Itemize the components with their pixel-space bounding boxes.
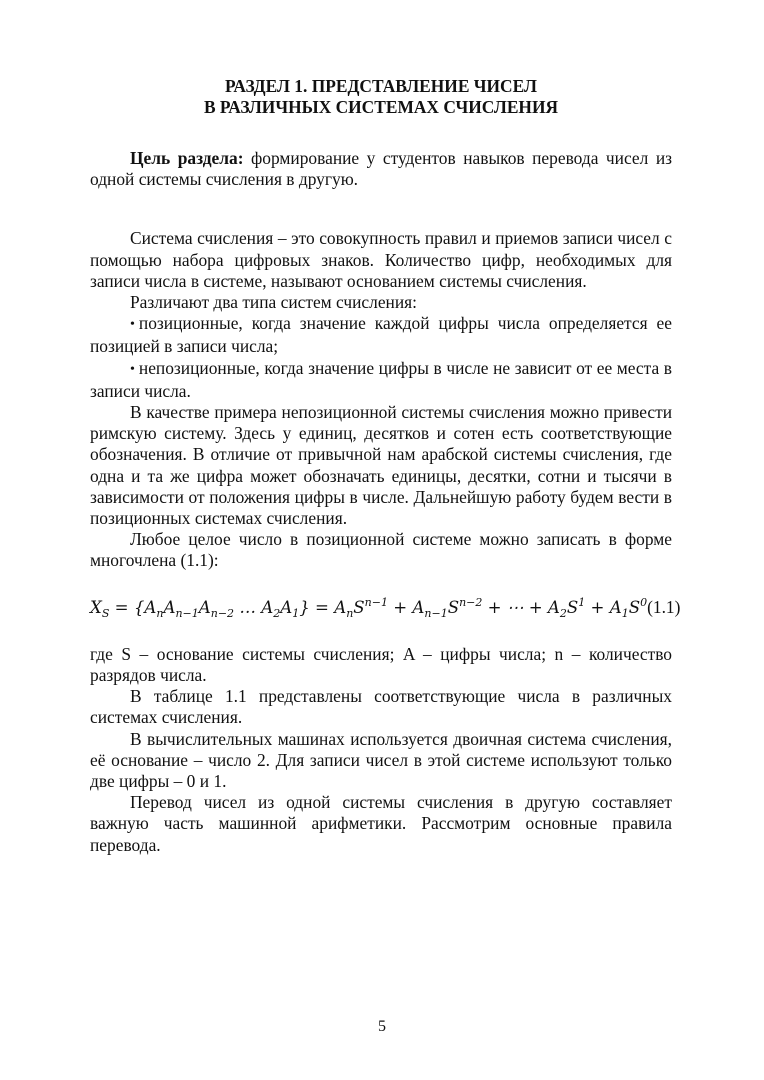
paragraph-formula-legend: где S – основание системы счисления; A – цифры числа; n – количество разрядов числа. bbox=[90, 643, 672, 686]
paragraph-roman-example: В качестве примера непозиционной системы счисления можно привести римскую систему. Здесь у единиц, десятков и сотен есть соответствующие обозначения. В отличие от привычной нам арабской системы счисления, где одна и та же цифра может обозначать единицы, десятки, сотни и тысячи в зависимости от положения цифры в числе. Дальнейшую работу будем вести в позиционных системах счисления. bbox=[90, 402, 672, 529]
goal-label: Цель раздела: bbox=[130, 148, 244, 168]
paragraph-conversion: Перевод чисел из одной системы счисления в другую составляет важную часть машинной арифметики. Рассмотрим основные правила перевода. bbox=[90, 792, 672, 855]
bullet-nonpositional bbox=[90, 358, 672, 402]
section-title-line-1: РАЗДЕЛ 1. ПРЕДСТАВЛЕНИЕ ЧИСЕЛ bbox=[225, 76, 537, 96]
goal-text: формирование у студентов навыков перевода чисел из одной системы счисления в другую. bbox=[90, 148, 672, 190]
paragraph-binary-system: В вычислительных машинах используется двоичная система счисления, её основание – число 2. Для записи чисел в этой системе используют только две цифры – 0 и 1. bbox=[90, 728, 672, 792]
paragraph-types-intro: Различают два типа систем счисления: bbox=[130, 292, 417, 313]
page-number: 5 bbox=[378, 1018, 386, 1035]
bullet-nonpositional-text: непозиционные, когда значение цифры в числе не зависит от ее места в записи числа. bbox=[90, 357, 672, 401]
formula-number: (1.1) bbox=[647, 596, 681, 617]
section-goal-paragraph bbox=[90, 148, 672, 190]
bullet-icon: • bbox=[130, 317, 135, 333]
paragraph-table-reference: В таблице 1.1 представлены соответствующие числа в различных системах счисления. bbox=[90, 686, 672, 728]
bullet-positional-text: позиционные, когда значение каждой цифры числа определяется ее позицией в записи числа; bbox=[90, 313, 672, 357]
paragraph-definition: Система счисления – это совокупность правил и приемов записи чисел с помощью набора цифровых знаков. Количество цифр, необходимых для записи числа в системе, называют основанием системы счисления. bbox=[90, 228, 672, 291]
bullet-icon: • bbox=[130, 361, 135, 377]
formula-expression: $X_S = \{A_nA_{n-1}A_{n-2}$ … $A_2A_1\} = A_nS^{n-1} + A_{n-1}S^{n-2}$ + ⋯ + $A_2S^1 + A_1S^0$ bbox=[90, 595, 648, 620]
section-title-line-2: В РАЗЛИЧНЫХ СИСТЕМАХ СЧИСЛЕНИЯ bbox=[203, 97, 559, 117]
polynomial-formula bbox=[90, 592, 681, 624]
paragraph-polynomial-intro: Любое целое число в позиционной системе можно записать в форме многочлена (1.1): bbox=[90, 529, 672, 571]
section-title bbox=[90, 76, 672, 118]
page-content bbox=[90, 76, 681, 856]
bullet-positional bbox=[90, 313, 672, 357]
